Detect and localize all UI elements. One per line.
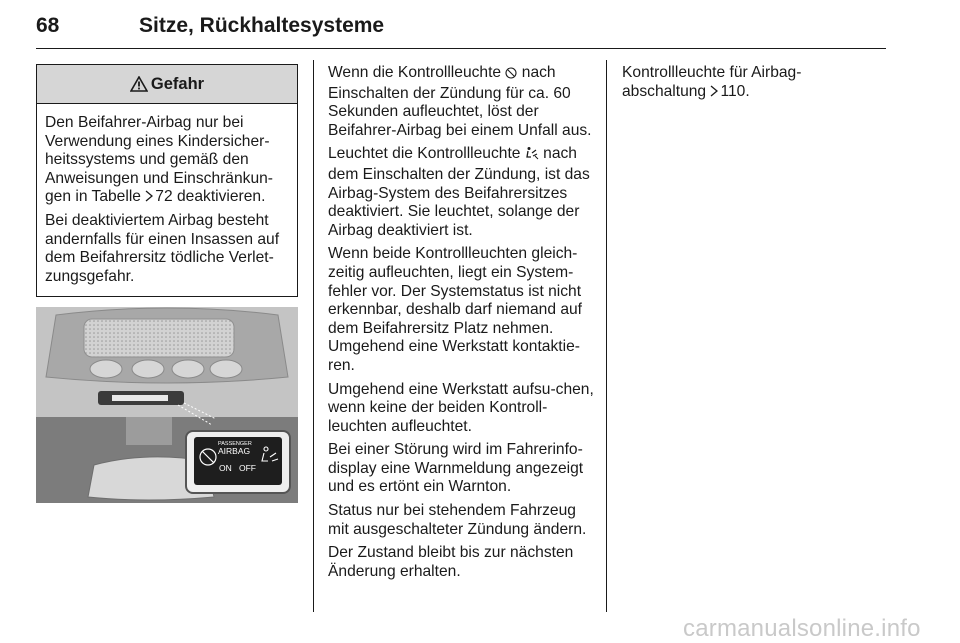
danger-title: Gefahr [150, 74, 205, 93]
panel-label-airbag: AIRBAG [218, 446, 251, 457]
body-paragraph [328, 145, 594, 240]
panel-label-small: PASSENGER [218, 441, 252, 448]
watermark: carmanualsonline.info [683, 615, 921, 642]
column-right [622, 64, 884, 106]
body-paragraph: Bei einer Störung wird im Fahrerinfo-display eine Warnmeldung angezeigt und es ertönt ein Warnton. [328, 441, 584, 496]
body-text: Leuchtet die Kontrollleuchte [328, 145, 521, 163]
body-paragraph: Umgehend eine Werkstatt aufsu-chen, wenn keine der beiden Kontroll-leuchten aufleuchtet. [328, 380, 594, 435]
column-divider [606, 60, 607, 612]
overhead-console-illustration [36, 307, 298, 503]
body-paragraph: Der Zustand bleibt bis zur nächsten Änderung erhalten. [328, 544, 574, 580]
body-text: nach dem Einschalten der Zündung, ist das Airbag-System des Beifahrersitzes deaktiviert. Sie leuchtet, solange der Airbag deaktiviert ist. [328, 145, 590, 239]
danger-paragraph: Bei deaktiviertem Airbag besteht andernfalls für einen Insassen auf dem Beifahrersitz tödliche Verlet-zungsgefahr. [45, 211, 280, 285]
chapter-title: Sitze, Rückhaltesysteme [139, 14, 385, 37]
column-middle [328, 64, 594, 586]
page-header [36, 8, 886, 49]
page-reference[interactable]: 110. [720, 82, 750, 100]
body-paragraph: Wenn beide Kontrollleuchten gleich-zeitig aufleuchten, liegt ein System-fehler vor. Der Systemstatus ist nicht erkennbar, deshalb darf niemand auf dem Beifahrersitz Platz nehmen. Umgehend eine Werkstatt kontaktie-ren. [328, 245, 583, 374]
body-paragraph [328, 64, 594, 140]
danger-paragraph [45, 114, 289, 207]
page-number: 68 [36, 14, 60, 37]
airbag-switch-figure [36, 307, 298, 503]
column-left [36, 64, 298, 503]
danger-box-body [37, 104, 297, 296]
danger-text: Den Beifahrer-Airbag nur bei Verwendung eines Kindersicher-heitssystems und gemäß den Anweisungen und Einschränkun-gen in Tabelle [45, 114, 273, 206]
airbag-on-warning-icon [505, 66, 517, 85]
column-divider [313, 60, 314, 612]
danger-box [36, 64, 298, 297]
page-reference[interactable]: 72 [155, 188, 173, 206]
warning-triangle-icon [130, 76, 148, 92]
reference-arrow-icon [710, 83, 720, 102]
body-paragraph: Status nur bei stehendem Fahrzeug mit ausgeschalteter Zündung ändern. [328, 502, 587, 538]
body-paragraph [622, 64, 884, 101]
body-text: nach Einschalten der Zündung für ca. 60 Sekunden aufleuchtet, löst der Beifahrer-Airbag bei einem Unfall aus. [328, 64, 592, 139]
reference-arrow-icon [145, 188, 155, 207]
body-text: Wenn die Kontrollleuchte [328, 64, 502, 81]
danger-text: deaktivieren. [177, 188, 266, 206]
airbag-off-warning-icon [525, 146, 539, 166]
panel-label-on: ON [219, 463, 232, 474]
body-text: Kontrollleuchte für Airbag-abschaltung [622, 64, 802, 100]
panel-label-off: OFF [239, 463, 256, 474]
danger-box-header [37, 65, 297, 104]
